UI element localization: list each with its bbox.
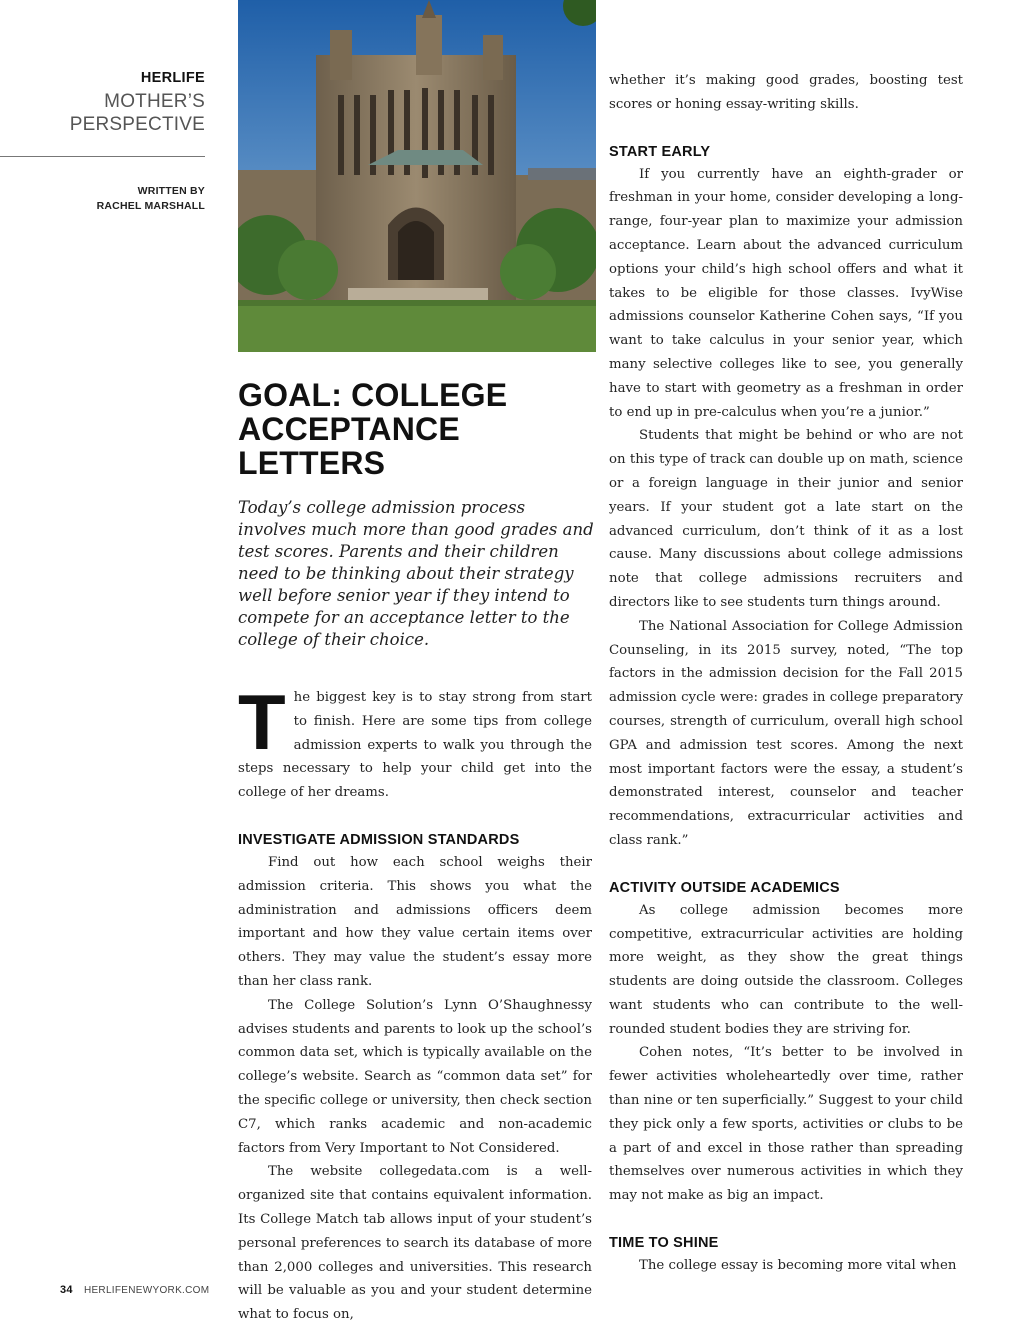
byline [97,184,205,214]
section-heading: START EARLY [609,143,711,160]
article-dek: Today’s college admission process involves much more than good grades and test scores. Parents and their children need to be thinking about their strategy well before senior year if they intend to compete for an acceptance letter to the college of their choice. [238,498,594,649]
body-column-left [238,678,592,1327]
body-paragraph: The college essay is becoming more vital when [639,1258,957,1274]
body-paragraph: The National Association for College Admission Counseling, in its 2015 survey, noted, “The top factors in the admission decision for the Fall 2015 admission cycle were: grades in college preparatory courses, strength of curriculum, overall high school GPA and admission test scores. Among the next most important factors were the essay, a student’s demonstrated interest, counselor and teacher recommendations, extracurricular activities and class rank.” [609,618,963,848]
intro-text: he biggest key is to stay strong from start to finish. Here are some tips from college admission experts to walk you through the steps necessary to help your child get into the college of her dreams. [238,690,592,801]
body-paragraph: The College Solution’s Lynn O’Shaughnessy advises students and parents to look up the school’s common data set, which is typically available on the college’s website. Search as “common data set” for the specific college or university, then check section C7, which ranks academic and non-academic factors from Very Important to Not Considered. [238,997,592,1156]
body-paragraph: As college admission becomes more competitive, extracurricular activities are holding more weight, as they show the great things students are doing outside the classroom. Colleges want students who can contribute to the well-rounded student bodies they are striving for. [609,902,963,1037]
section-heading: ACTIVITY OUTSIDE ACADEMICS [609,879,840,896]
body-paragraph: The website collegedata.com is a well-organized site that contains equivalent information. Its College Match tab allows input of your student’s personal preferences to search its database of more than 2,000 colleges and universities. This research will be valuable as you and your student determine what to focus on, [238,1164,592,1323]
section-subtitle: MOTHER’S PERSPECTIVE [69,91,205,135]
body-paragraph: Students that might be behind or who are not on this type of track can double up on math, science or a foreign language in their junior and senior years. If your student got a late start on the advanced curriculum, don’t think of it as a lost cause. Many discussions about college admissions note that college admissions recruiters and directors like to see students turn things around. [609,428,963,610]
body-column-right [609,69,963,1278]
byline-label: WRITTEN BY [137,185,205,197]
page-footer [60,1284,209,1296]
gothic-tower-photo [238,0,596,352]
section-heading: INVESTIGATE ADMISSION STANDARDS [238,831,520,848]
body-paragraph: Cohen notes, “It’s better to be involved in fewer activities wholeheartedly over time, rather than nine or ten superficially.” Suggest to your child they pick only a few sports, activities or clubs to be a part of and excel in those rather than spreading themselves over numerous activities in which they may not make as big an impact. [609,1045,963,1204]
footer-site: HERLIFENEWYORK.COM [83,1285,210,1296]
continued-paragraph: whether it’s making good grades, boosting test scores or honing essay-writing skills. [609,73,963,112]
body-paragraph: Find out how each school weighs their admission criteria. This shows you what the administration and admissions officers deem important and how they value certain items over others. They may value the student’s essay more than her class rank. [238,854,592,989]
rail-divider [0,156,205,157]
byline-author: RACHEL MARSHALL [96,200,205,212]
body-paragraph: If you currently have an eighth-grader or freshman in your home, consider developing a long-range, four-year plan to maximize your admission acceptance. Learn about the advanced curriculum options your child’s high school offers and what it takes to be eligible for those classes. IvyWise admissions counselor Katherine Cohen says, “If you want to take calculus in your senior year, which many selective colleges like to see, you generally have to start with geometry as a freshman in order to end up in pre-calculus when you’re a junior.” [609,166,963,420]
page-number: 34 [60,1284,73,1296]
article-photo [238,0,596,352]
section-label: HERLIFE [140,70,205,86]
intro-paragraph [238,678,592,805]
article-title: GOAL: COLLEGE ACCEPTANCE LETTERS [238,377,508,481]
drop-cap: T [238,678,286,766]
section-heading: TIME TO SHINE [609,1235,719,1252]
